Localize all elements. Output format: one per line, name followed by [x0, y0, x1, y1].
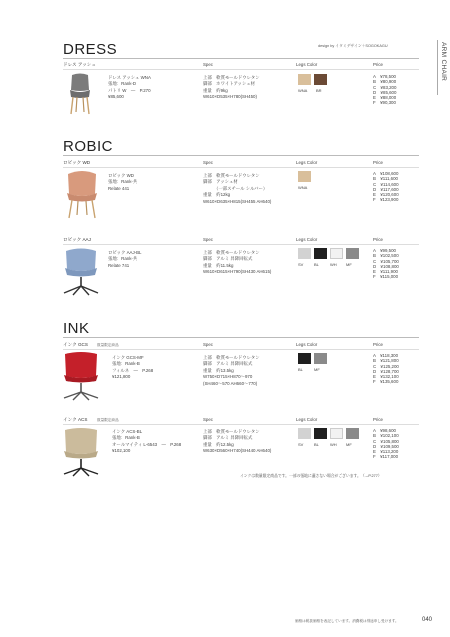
chair-image-robic-wd	[64, 168, 100, 220]
price-header: Price	[373, 160, 384, 165]
price-list: A ¥108,600 B ¥111,600 C ¥114,600 D ¥117,600 E ¥120,600 F ¥123,900	[373, 171, 399, 203]
product-spec: 上部 軟質モールドウレタン 脚部 アルミ 昇降回転式 重量 約12.5kg W630×D560×H740(SH440 AH640)	[203, 429, 272, 454]
spec-header: Spec	[203, 342, 214, 347]
price-header: Price	[373, 62, 384, 67]
footnote: インクは数量限定商品です。一部の張地に適さない場合がございます。（→P.277）	[240, 474, 382, 478]
leg-label: WNA	[298, 185, 308, 190]
leg-swatch-bl	[314, 428, 327, 439]
side-tab-label: ARM CHAIR	[440, 42, 447, 82]
limited-badge: 数量限定商品	[97, 343, 119, 347]
spec-header: Spec	[203, 237, 214, 242]
leg-label: MF	[314, 367, 320, 372]
leg-label: WNA	[298, 88, 308, 93]
leg-label: BR	[316, 88, 322, 93]
section-title-ink: INK	[63, 320, 90, 337]
leg-swatch-sv	[298, 428, 311, 439]
product-spec: 上部 軟質モールドウレタン 脚部 アルミ 昇降回転式 重量 約13.5kg W750×D715×H870～970 (SH460～570 AH660～770)	[203, 355, 260, 386]
price-header: Price	[373, 342, 384, 347]
product-description: ロビック AAJ-BL 張地：Rank-共 Relate 741	[108, 250, 142, 268]
product-name: インク ACS	[63, 417, 88, 422]
leg-label: WH	[330, 262, 337, 267]
price-list: A ¥118,300 B ¥121,800 C ¥125,200 D ¥128,700 E ¥132,100 F ¥135,600	[373, 353, 399, 385]
legs-color-header: Legs Color	[296, 160, 318, 165]
leg-swatch-br	[314, 74, 327, 85]
leg-swatch-sv	[298, 248, 311, 259]
limited-badge: 数量限定商品	[97, 418, 119, 422]
leg-swatch-wh	[330, 428, 343, 439]
chair-image-robic-aaj	[60, 246, 102, 296]
leg-swatch-mf	[314, 353, 327, 364]
page-footer-note: 価格は税抜価格を表記しています。消費税は別途申し受けます。	[295, 619, 399, 623]
leg-swatch-bl	[314, 248, 327, 259]
price-header: Price	[373, 417, 384, 422]
leg-swatch-mf	[346, 428, 359, 439]
price-header: Price	[373, 237, 384, 242]
product-description: ドレス アッシュ WNA 張地：Rank-D パトリ W ― P.270 ¥85,600	[108, 75, 151, 100]
section-title-dress: DRESS	[63, 41, 118, 58]
chair-image-ink-gcs	[60, 350, 102, 402]
product-name: ロビック AAJ	[63, 237, 91, 242]
leg-label: WH	[330, 442, 337, 447]
product-name: ロビック WD	[63, 160, 91, 165]
product-spec: 上部 軟質モールドウレタン 脚部 アッシュ材 （一部スチール シルバー） 重量 約12kg W610×D635×H815(SH455 AH640)	[203, 173, 272, 204]
leg-label: BL	[314, 262, 319, 267]
leg-swatch-wna	[298, 171, 311, 182]
section-rule	[63, 58, 419, 59]
product-description: インク GCS-MF 張地：Rank-B フィルネ ― P.268 ¥121,800	[112, 355, 154, 380]
product-spec: 上部 軟質モールドウレタン 脚部 ホワイトアッシュ材 重量 約9kg W610×D535×H780(SH450)	[203, 75, 260, 100]
section-rule	[63, 155, 419, 156]
side-tab	[437, 40, 450, 95]
price-list: A ¥98,600 B ¥102,100 C ¥105,800 D ¥109,500 E ¥113,200 F ¥117,000	[373, 428, 399, 460]
product-name: インク GCS	[63, 342, 88, 347]
legs-color-header: Legs Color	[296, 237, 318, 242]
leg-label: MF	[346, 262, 352, 267]
price-list: A ¥99,500 B ¥102,500 C ¥105,700 D ¥108,800 E ¥111,900 F ¥115,000	[373, 248, 399, 280]
product-spec: 上部 軟質モールドウレタン 脚部 アルミ 昇降回転式 重量 約11.5kg W610×D615×H790(SH430 AH615)	[203, 250, 272, 275]
page-number: 040	[422, 617, 433, 623]
chair-image-ink-acs	[60, 426, 102, 478]
leg-label: MF	[346, 442, 352, 447]
leg-label: SV	[298, 262, 304, 267]
leg-label: SV	[298, 442, 304, 447]
leg-swatch-wna	[298, 74, 311, 85]
product-description: インク ACS-BL 張地：Rank-B オールマイティ L-6543 ― P.268 ¥102,100	[112, 429, 182, 454]
spec-header: Spec	[203, 160, 214, 165]
product-description: ロビック WD 張地：Rank-共 Relate 441	[108, 173, 138, 191]
leg-label: BL	[314, 442, 319, 447]
spec-header: Spec	[203, 62, 214, 67]
legs-color-header: Legs Color	[296, 62, 318, 67]
design-credit: design by イタミデザイン＋SOGOKAGU	[318, 44, 388, 48]
leg-swatch-mf	[346, 248, 359, 259]
chair-image-dress	[66, 72, 94, 116]
product-name: ドレス アッシュ	[63, 62, 96, 67]
legs-color-header: Legs Color	[296, 417, 318, 422]
section-rule	[63, 337, 419, 338]
section-title-robic: ROBIC	[63, 138, 114, 155]
leg-swatch-bl	[298, 353, 311, 364]
spec-header: Spec	[203, 417, 214, 422]
leg-swatch-wh	[330, 248, 343, 259]
legs-color-header: Legs Color	[296, 342, 318, 347]
leg-label: BL	[298, 367, 303, 372]
price-list: A ¥78,500 B ¥80,900 C ¥83,200 D ¥85,600 E ¥88,000 F ¥90,300	[373, 74, 397, 106]
